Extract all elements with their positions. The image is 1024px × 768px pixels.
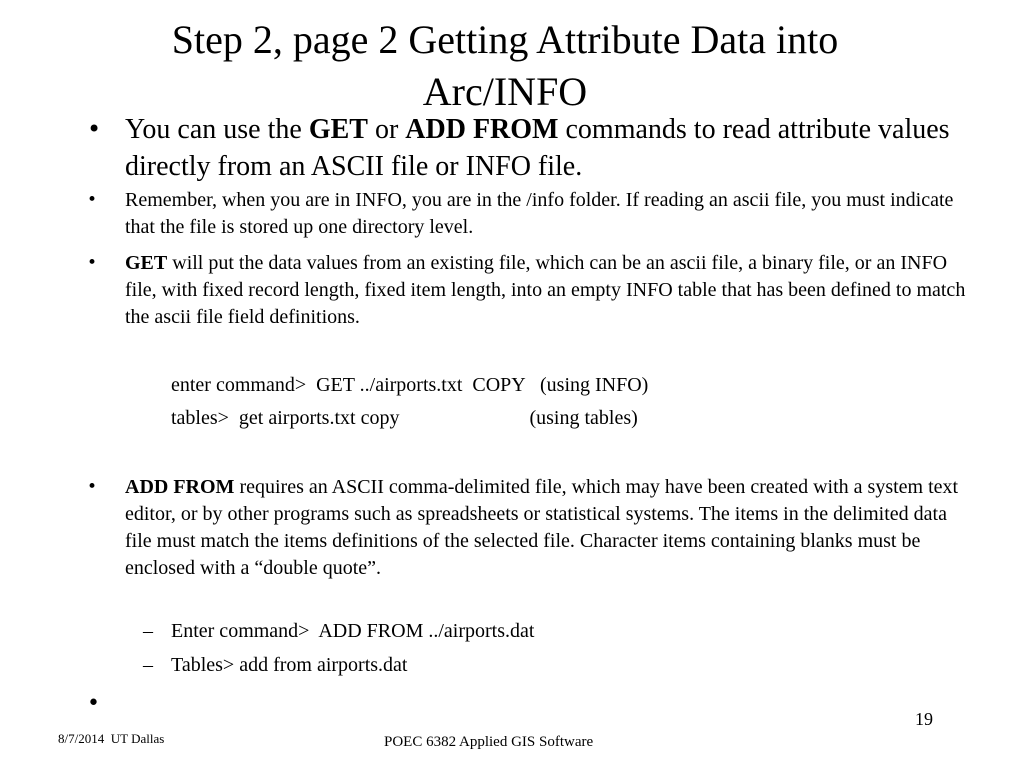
bullet-add-from-description (87, 474, 967, 582)
slide-title: Step 2, page 2 Getting Attribute Data into Arc/INFO (171, 17, 839, 114)
bullet-text-mid: or (367, 114, 406, 145)
footer-course: POEC 6382 Applied GIS Software (384, 734, 594, 750)
bullet-text-pre: You can use the (125, 114, 309, 145)
bullet-get-description (87, 250, 967, 331)
bullet-keyword-add-from: ADD FROM (405, 114, 559, 145)
command-line-tables: tables> get airports.txt copy (using tables) (171, 407, 638, 429)
bullet-keyword-get: GET (308, 114, 368, 145)
bullet-text-body: requires an ASCII comma-delimited file, which may have been created with a system text editor, or by other programs such as spreadsheets or statistical systems. The items in the delimited data file must match the items definitions of the selected file. Character items containing blanks must be enclosed with a “double quote”. (125, 476, 959, 579)
bullet-text: Remember, when you are in INFO, you are in the /info folder. If reading an ascii file, you must indicate that the file is stored up one directory level. (125, 189, 954, 238)
bullet-marker: • (87, 190, 98, 210)
bullet-text-post: commands to read attribute values directly from an ASCII file or INFO file. (125, 114, 950, 182)
sub-item-enter-command (143, 618, 534, 645)
footer-date: 8/7/2014 UT Dallas (58, 731, 165, 746)
bullet-info-folder (87, 187, 967, 241)
page-number: 19 (915, 709, 933, 729)
bullet-text-body: will put the data values from an existing file, which can be an ascii file, a binary file, or an INFO file, with fixed record length, fixed item length, into an empty INFO table that has been defined to match the ascii file field definitions. (125, 252, 966, 328)
sub-item-dash: – (143, 654, 153, 676)
bullet-text (125, 111, 967, 185)
bullet-text (125, 250, 967, 331)
sub-item-dash: – (143, 620, 153, 642)
sub-item-text: Enter command> ADD FROM ../airports.dat (171, 620, 535, 642)
bullet-marker: • (87, 477, 98, 497)
bullet-marker: • (87, 115, 102, 143)
bullet-keyword-add-from: ADD FROM (125, 476, 235, 498)
bullet-get-add-from (87, 111, 967, 185)
sub-item-text: Tables> add from airports.dat (171, 654, 408, 676)
bullet-marker: • (87, 691, 100, 716)
bullet-keyword-get: GET (125, 252, 168, 274)
sub-item-tables (143, 652, 407, 679)
bullet-text (125, 474, 967, 582)
command-line-info: enter command> GET ../airports.txt COPY (using INFO) (171, 374, 649, 396)
bullet-marker: • (87, 253, 98, 273)
